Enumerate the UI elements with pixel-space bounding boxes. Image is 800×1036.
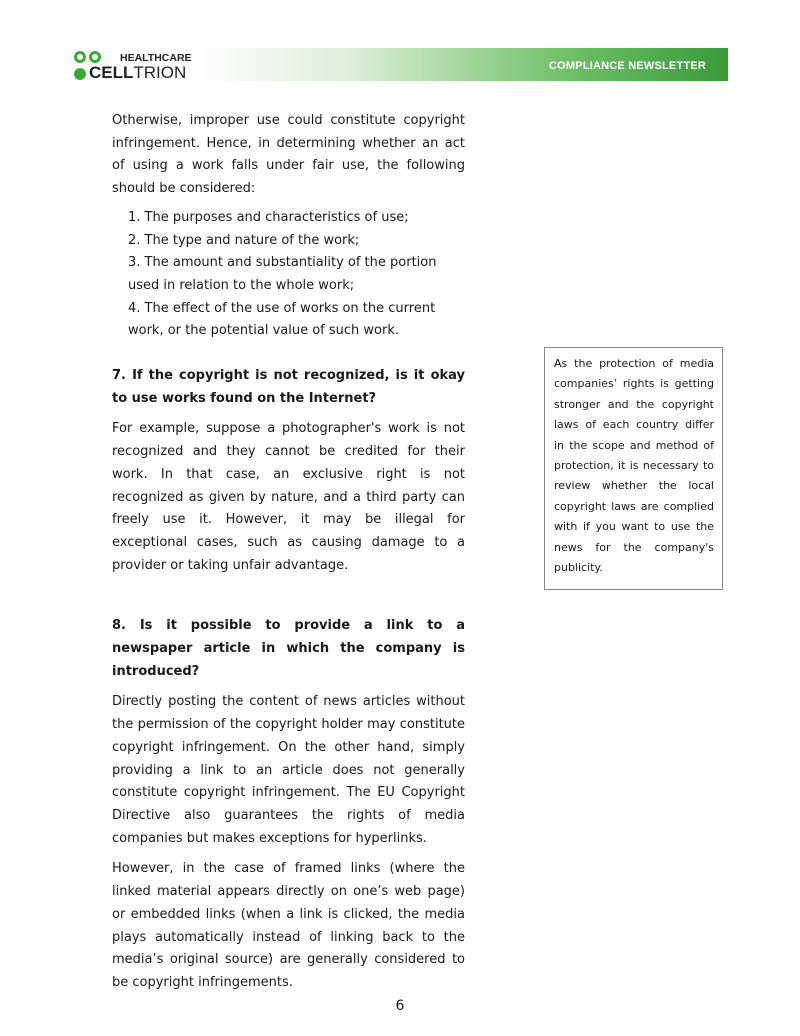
section8-heading: 8. Is it possible to provide a link to a newspaper article in which the company is introduced? [112, 618, 465, 679]
banner-title: COMPLIANCE NEWSLETTER [549, 60, 706, 72]
section8-paragraph-1: Directly posting the content of news articles without the permission of the copyright holder may constitute copyright infringement. On the other hand, simply providing a link to an article does not generally constitute copyright infringement. The EU Copyright Directive also guarantees the rights of media companies but makes exceptions for hyperlinks. [112, 694, 465, 846]
sidebar-note-box [544, 347, 723, 590]
logo-circle-outline-icon [89, 51, 101, 63]
logo-circle-filled-icon [74, 68, 86, 80]
main-column [112, 110, 465, 995]
page-number: 6 [395, 998, 405, 1014]
list-item: 2. The type and nature of the work; [128, 232, 360, 248]
header-banner [194, 48, 728, 81]
list-item: 3. The amount and substantiality of the portion used in relation to the whole work; [128, 255, 437, 293]
sidebar-note-text: As the protection of media companies’ rights is getting stronger and the copyright laws of each country differ in the scope and method of protection, it is necessary to review whether the local copyright laws are complied with if you want to use the news for the company's publicity. [554, 357, 714, 575]
section7-heading: 7. If the copyright is not recognized, is it okay to use works found on the Internet? [112, 368, 465, 406]
list-item: 4. The effect of the use of works on the current work, or the potential value of such work. [128, 300, 436, 339]
logo-celltrion-text: CELLTRION [89, 63, 187, 82]
section7-paragraph: For example, suppose a photographer's work is not recognized and they cannot be credited for their work. In that case, an exclusive right is not recognized as given by nature, and a third party can freely use it. However, it may be illegal for exceptional cases, such as causing damage to a provider or taking unfair advantage. [112, 421, 465, 573]
logo-healthcare-text: HEALTHCARE [120, 52, 192, 64]
logo-circle-outline-icon [74, 51, 86, 63]
section8-paragraph-2: However, in the case of framed links (where the linked material appears directly on one’s web page) or embedded links (when a link is clicked, the media plays automatically instead of linking back to the media’s original source) are generally considered to be copyright infringements. [112, 861, 465, 990]
intro-paragraph: Otherwise, improper use could constitute copyright infringement. Hence, in determining whether an act of using a work falls under fair use, the following should be considered: [112, 113, 465, 197]
celltrion-logo [72, 48, 202, 88]
list-item: 1. The purposes and characteristics of use; [128, 209, 409, 225]
fair-use-list [128, 207, 465, 343]
